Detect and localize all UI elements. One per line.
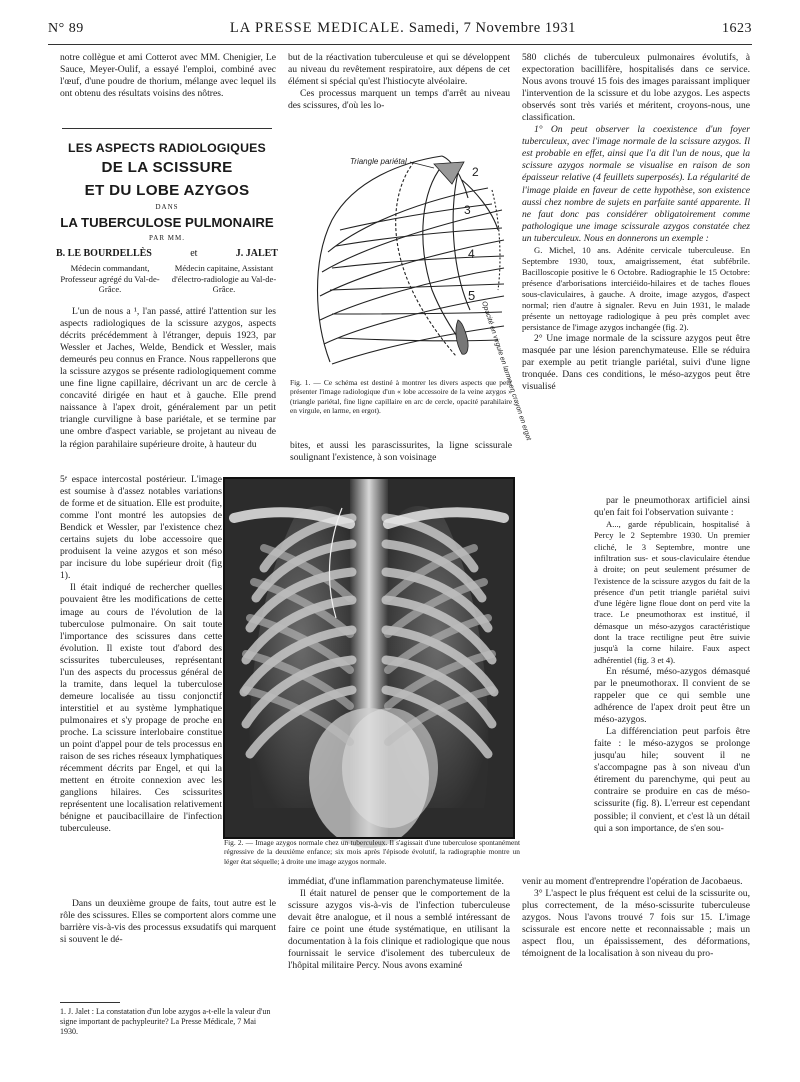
col3b-observation: A..., garde républicain, hospitalisé à Percy le 2 Septembre 1930. Un premier cliché, le 3 Septembre, montre une infiltration sus- et sous-claviculaire étendue à droite; on peut seulement présumer de l'existence de la scissure azygos du fait de la présence d'un petit triangle pariétal suivi d'une légère ligne floue dont on perd vite la trace. Le pneumothorax est institué, il démasque un méso-azygos caractéristique dont la trace rectiligne peut être suivie jusqu'à la corne hilaire. Faux aspect adhérentiel (fig. 3 et 4). — [594, 519, 750, 665]
body-paragraph-3: Dans un deuxième groupe de faits, tout autre est le rôle des scissures. Elles se comportent alors comme une barrière vis-à-vis des processus exsudatifs qui marquent si souvent le dé- — [60, 898, 276, 946]
fig1-number-4: 4 — [468, 247, 475, 261]
article-body-narrow — [60, 474, 222, 835]
body-paragraph-2: Il était indiqué de rechercher quelles pouvaient être les modifications de cette image au cours de l'évolution de la tuberculose pulmonaire. On sait toute l'importance des scissures dans cette évolution. Il existe tout d'abord des scissurites tuberculeuses, représentant l'un des aspects du processus général de la tramite, dans lequel la tuberculose demeure localisée au tissu conjonctif interstitiel et au système lymphatique pulmonaires et s'y propage de proche en proche. La scissure interlobaire constitue un point d'appel pour de tels processus en raison de ses riches réseaux lymphatiques récemment décrits par Engel, et qui la mettent en étroite connexion avec les ganglions hilaires. Ces scissurites représentent une localisation relativement bénigne et paucibacillaire de l'infection tuberculeuse. — [60, 582, 222, 835]
figure-1-caption: Fig. 1. — Ce schéma est destiné à montrer les divers aspects que peut présenter l'image radiologique d'un « lobe accessoire de la veine azygos » (triangle pariétal, fine ligne capillaire en arc de cercle, opacité parahilaire en virgule, en larme, en ergot). — [290, 378, 512, 416]
article-intro — [60, 306, 276, 451]
author-conj: et — [190, 248, 198, 259]
fig1-label-triangle: Triangle pariétal — [350, 157, 407, 166]
issue-number: N° 89 — [48, 21, 84, 36]
col3-paragraph-1: 580 clichés de tuberculeux pulmonaires évolutifs, à expectoration bacillifère, hospitalisés dans ce service. Nous avons trouvé 15 fois des images paraissant impliquer l'intervention de la scissure et du lobe azygos. Les aspects observés sont très variés et méritent, croyons-nous, une classification. — [522, 52, 750, 124]
column-2-middle: bites, et aussi les parascissurites, la ligne scissurale soulignant l'existence, à son voisinage — [290, 440, 512, 464]
figure-2-caption: Fig. 2. — Image azygos normale chez un tuberculeux. Il s'agissait d'une tuberculose spontanément régressive de la deuxième enfance; six mois après l'épisode évolutif, la radiographie montre un léger état séquelle; à droite une image azygos normale. — [224, 838, 520, 866]
col3-bottom-paragraph-2: 3° L'aspect le plus fréquent est celui de la scissurite ou, plus correctement, de la méso-scissurite tuberculeuse azygos. Nous l'avons trouvé 7 fois sur 15. L'image scissurale est encore nette et reconnaissable ; mais un aspect flou, un épaississement, des déformations, témoignent de la localisation à son niveau du pro- — [522, 888, 750, 960]
journal-title-line — [230, 20, 576, 37]
col2-bottom-paragraph-1: immédiat, d'une inflammation parenchymateuse limitée. — [288, 876, 504, 887]
article-title-line-3: ET DU LOBE AZYGOS — [84, 182, 250, 199]
article-title-line-2: DE LA SCISSURE — [101, 159, 233, 176]
column-2-top — [288, 52, 510, 112]
footnote — [60, 1002, 276, 1037]
affiliations — [56, 263, 278, 295]
col3-paragraph-4: 2° Une image normale de la scissure azygos peut être masquée par une lésion parenchymateuse. Elle se réduira par exemple au petit triangle pariétal, suivi d'une ligne tronquée. Dans ces conditions, le méso-azygos peut être visualisé — [522, 332, 750, 392]
column-3-top — [522, 52, 750, 393]
journal-title: LA PRESSE MEDICALE. — [229, 20, 405, 36]
author-2: J. JALET — [235, 248, 278, 259]
column-2-bottom — [288, 876, 510, 972]
authors — [56, 248, 278, 259]
col2-bottom-paragraph-2: Il était naturel de penser que le comportement de la scissure azygos vis-à-vis de l'infection tuberculeuse devait être analogue, et il nous a semblé intéressant de faire ce point une étude systématique, en utilisant la documentation à la fois clinique et radiologique que nous fournissait le service d'isolement des tuberculeux de l'hôpital militaire Percy. Nous avons examiné — [288, 888, 510, 972]
col3-observation: G. Michel, 10 ans. Adénite cervicale tuberculeuse. En Septembre 1930, toux, amaigrissement, état subfébrile. Bacilloscopie positive le 6 Octobre. Radiographie le 15 Octobre: présence d'arborisations interciéido-hilaires et de taches floues sous-claviculaires, à gauche. A droite, image azygos, d'aspect normal; rien d'autre à signaler. Revu en Juin 1931, le malade présente un nettoyage radiologique à peu près complet avec persistance de l'image azygos inchangée (fig. 2). — [522, 244, 750, 332]
article-title-dans: DANS — [155, 203, 179, 211]
article-title-line-4: LA TUBERCULOSE PULMONAIRE — [60, 215, 274, 230]
figure-2-radiograph — [224, 478, 514, 838]
article-header — [56, 128, 278, 295]
column-3-narrow — [594, 495, 750, 835]
footnote-text: 1. J. Jalet : La constatation d'un lobe azygos a-t-elle la valeur d'un signe important de pachypleurite? La Presse Médicale, 7 Mai 1930. — [60, 1007, 271, 1036]
author-1: B. LE BOURDELLÈS — [56, 248, 152, 259]
col2-paragraph-2: Ces processus marquent un temps d'arrêt au niveau des scissures, d'où les lo- — [288, 88, 510, 112]
article-separator — [62, 128, 272, 129]
article-par: PAR MM. — [149, 234, 185, 242]
article-title-line-1: LES ASPECTS RADIOLOGIQUES — [68, 141, 266, 155]
col3b-paragraph-4: La différenciation peut parfois être faite : le méso-azygos se prolonge jusqu'au hile; souvent il ne s'accompagne pas à son niveau d'un étirement du parenchyme, qui peut au contraire se produire en cas de méso-scissurite (fig. 8). L'erreur est cependant possible; il convient, et c'est là un détail qui a son importance, de s'en sou- — [594, 726, 750, 834]
column-1-top — [60, 52, 276, 100]
footnote-rule — [60, 1002, 120, 1003]
issue-date: Samedi, 7 Novembre 1931 — [408, 20, 576, 36]
affiliation-1: Médecin commandant, Professeur agrégé du Val-de-Grâce. — [60, 263, 160, 294]
fig1-number-5: 5 — [468, 288, 476, 303]
fig1-label-opacite: Opacité en virgule en larme en crayon en ergot — [480, 300, 532, 442]
running-head — [48, 20, 752, 42]
col3-bottom-paragraph-1: venir au moment d'entreprendre l'opération de Jacobaeus. — [522, 876, 743, 887]
body-paragraph-1: 5ᵉ espace intercostal postérieur. L'image est soumise à d'assez notables variations de forme et de situation. Elle est produite, comme l'ont montré les autopsies de Bendick et Wessler, par l'existence chez certains sujets du lobe accessoire que produisent la veine azygos et son méso par incisure du lobe supérieur droit (fig 1). — [60, 474, 222, 582]
col3b-paragraph-3: En résumé, méso-azygos démasqué par le pneumothorax. Il convient de se rappeler que ce qui semble une adhérence de l'apex droit peut être un méso-azygos. — [594, 665, 750, 726]
header-rule — [48, 44, 752, 45]
article-body-bottom — [60, 898, 276, 946]
page-number: 1623 — [722, 21, 752, 36]
intro-paragraph: L'un de nous a ¹, l'an passé, attiré l'attention sur les aspects radiologiques de la scissure azygos, aspects décrits précédemment à l'étranger, depuis 1923, par Wessler et Jaches, Welde, Bendick et Wessler, mais demeurés peu connus en France. Nous rappellerons que la scissure azygos se présente radiologiquement comme une fine ligne capillaire, décrivant un arc de cercle à concavité dirigée en haut et à gauche. Elle prend naissance à l'apex droit, généralement par un petit triangle curviligne à base pariétale, et se termine par une ombre d'aspect variable, se projetant au niveau de la région parahilaire supérieure droite, à hauteur du — [60, 306, 276, 450]
fig1-number-3: 3 — [464, 203, 471, 217]
fig1-number-2: 2 — [472, 165, 479, 179]
previous-article-end: notre collègue et ami Cotterot avec MM. Chenigier, Le Sauce, Meyer-Oulif, a essayé l'emploi, combiné avec l'œuf, d'une poudre de thorium, mélange avec lequel ils ont obtenu des résultats voisins des nôtres. — [60, 52, 276, 100]
col3b-paragraph-1: par le pneumothorax artificiel ainsi qu'en fait foi l'observation suivante : — [594, 495, 750, 519]
col2-paragraph-1: but de la réactivation tuberculeuse et qui se développent au niveau du revêtement respiratoire, aux dépens de cet élément si spécial qu'est l'histiocyte alvéolaire. — [288, 52, 510, 88]
column-3-bottom — [522, 876, 750, 960]
affiliation-2: Médecin capitaine, Assistant d'électro-radiologie au Val-de-Grâce. — [171, 263, 277, 294]
col3-paragraph-2: 1° On peut observer la coexistence d'un foyer tuberculeux, avec l'image normale de la scissure azygos. Il est probable en effet, ainsi que l'a dit l'un de nous, que la scissure azygos normale se visualise en raison de son épaisseur relative (4 feuillets superposés). La régularité de l'image plaide en faveur de cette hypothèse, son existence aussi chez nombre de sujets en parfaite santé apparente. Il ne faut donc pas considérer obligatoirement comme pathologique une image scissurale azygos constatée chez un tuberculeux. Nous en donnerons un exemple : — [522, 124, 750, 244]
